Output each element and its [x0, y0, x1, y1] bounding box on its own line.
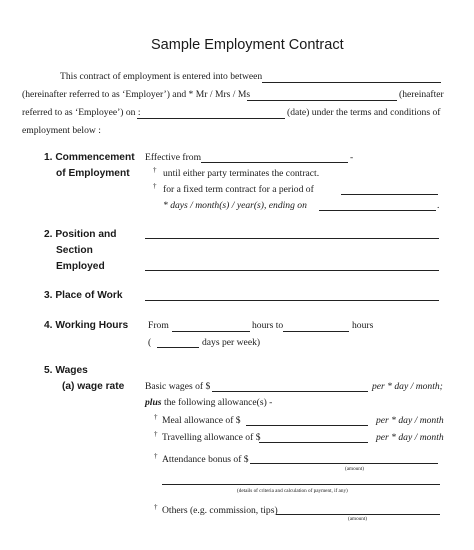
meal-allowance-field[interactable] — [246, 425, 368, 426]
position-field[interactable] — [145, 238, 439, 239]
employee-name-field[interactable] — [247, 100, 397, 101]
travel-allowance-field[interactable] — [259, 442, 368, 443]
fixed-term-period-field[interactable] — [341, 194, 438, 195]
fixed-term-option: for a fixed term contract for a period of — [163, 184, 314, 195]
term-unit-label: * days / month(s) / year(s), ending on — [163, 200, 307, 211]
date-terms-text: (date) under the terms and conditions of — [287, 107, 441, 118]
basic-wages-field[interactable] — [212, 391, 368, 392]
period-mark: . — [437, 200, 440, 211]
intro-line-2: (hereinafter referred to as ‘Employer’) and * Mr / Mrs / Ms — [22, 89, 251, 100]
dagger-icon[interactable]: † — [154, 413, 158, 421]
dagger-icon[interactable]: † — [154, 503, 158, 511]
dash-mark: - — [350, 152, 354, 163]
amount-caption: (amount) — [345, 466, 365, 472]
days-per-week-field[interactable] — [157, 347, 199, 348]
page-title: Sample Employment Contract — [151, 37, 344, 53]
contract-date-field[interactable] — [137, 118, 285, 119]
intro-line-1: This contract of employment is entered into between — [60, 71, 263, 82]
section-2-heading: 2. Position and — [44, 229, 117, 240]
dagger-icon[interactable]: † — [153, 182, 157, 190]
from-label: From — [148, 320, 169, 331]
dagger-icon[interactable]: † — [154, 430, 158, 438]
intro-line-4: employment below : — [22, 125, 101, 136]
meal-allowance-label: Meal allowance of $ — [162, 415, 241, 426]
employer-name-field[interactable] — [262, 82, 441, 83]
attendance-bonus-label: Attendance bonus of $ — [162, 454, 249, 465]
section-4-heading: 4. Working Hours — [44, 320, 129, 331]
hours-from-field[interactable] — [172, 331, 250, 332]
hereinafter-text: (hereinafter — [399, 89, 444, 100]
days-per-week-label: days per week) — [202, 337, 261, 348]
plus-allowances-text — [145, 397, 272, 408]
end-date-field[interactable] — [319, 210, 436, 211]
plus-word: plus — [145, 397, 162, 408]
others-field[interactable] — [276, 514, 440, 515]
place-of-work-field[interactable] — [145, 300, 439, 301]
open-paren: ( — [148, 337, 152, 348]
others-label: Others (e.g. commission, tips) — [162, 505, 278, 516]
attendance-bonus-field[interactable] — [250, 463, 438, 464]
amount-caption-2: (amount) — [348, 516, 368, 522]
hours-label: hours — [352, 320, 374, 331]
section-field[interactable] — [145, 270, 439, 271]
section-1-subheading: of Employment — [56, 168, 130, 179]
criteria-details-caption: (details of criteria and calculation of payment, if any) — [237, 488, 348, 494]
allowances-text: the following allowance(s) - — [163, 397, 273, 408]
section-2-heading-line3: Employed — [56, 261, 105, 272]
effective-from-label: Effective from — [145, 152, 202, 163]
wage-rate-subheading: (a) wage rate — [62, 381, 125, 392]
section-1-heading: 1. Commencement — [44, 152, 135, 163]
hours-to-label: hours to — [252, 320, 284, 331]
travel-allowance-unit: per * day / month — [376, 432, 444, 443]
section-3-heading: 3. Place of Work — [44, 290, 123, 301]
hours-to-field[interactable] — [283, 331, 349, 332]
meal-allowance-unit: per * day / month — [376, 415, 444, 426]
dagger-icon[interactable]: † — [154, 452, 158, 460]
basic-wages-unit: per * day / month; — [372, 381, 443, 392]
until-terminate-option: until either party terminates the contract. — [163, 168, 320, 179]
travel-allowance-label: Travelling allowance of $ — [162, 432, 261, 443]
section-5-heading: 5. Wages — [44, 365, 88, 376]
section-2-heading-line2: Section — [56, 245, 93, 256]
intro-line-3: referred to as ‘Employee’) on : — [22, 107, 141, 118]
criteria-details-field[interactable] — [162, 484, 440, 485]
dagger-icon[interactable]: † — [153, 166, 157, 174]
effective-from-field[interactable] — [201, 162, 348, 163]
basic-wages-label: Basic wages of $ — [145, 381, 211, 392]
